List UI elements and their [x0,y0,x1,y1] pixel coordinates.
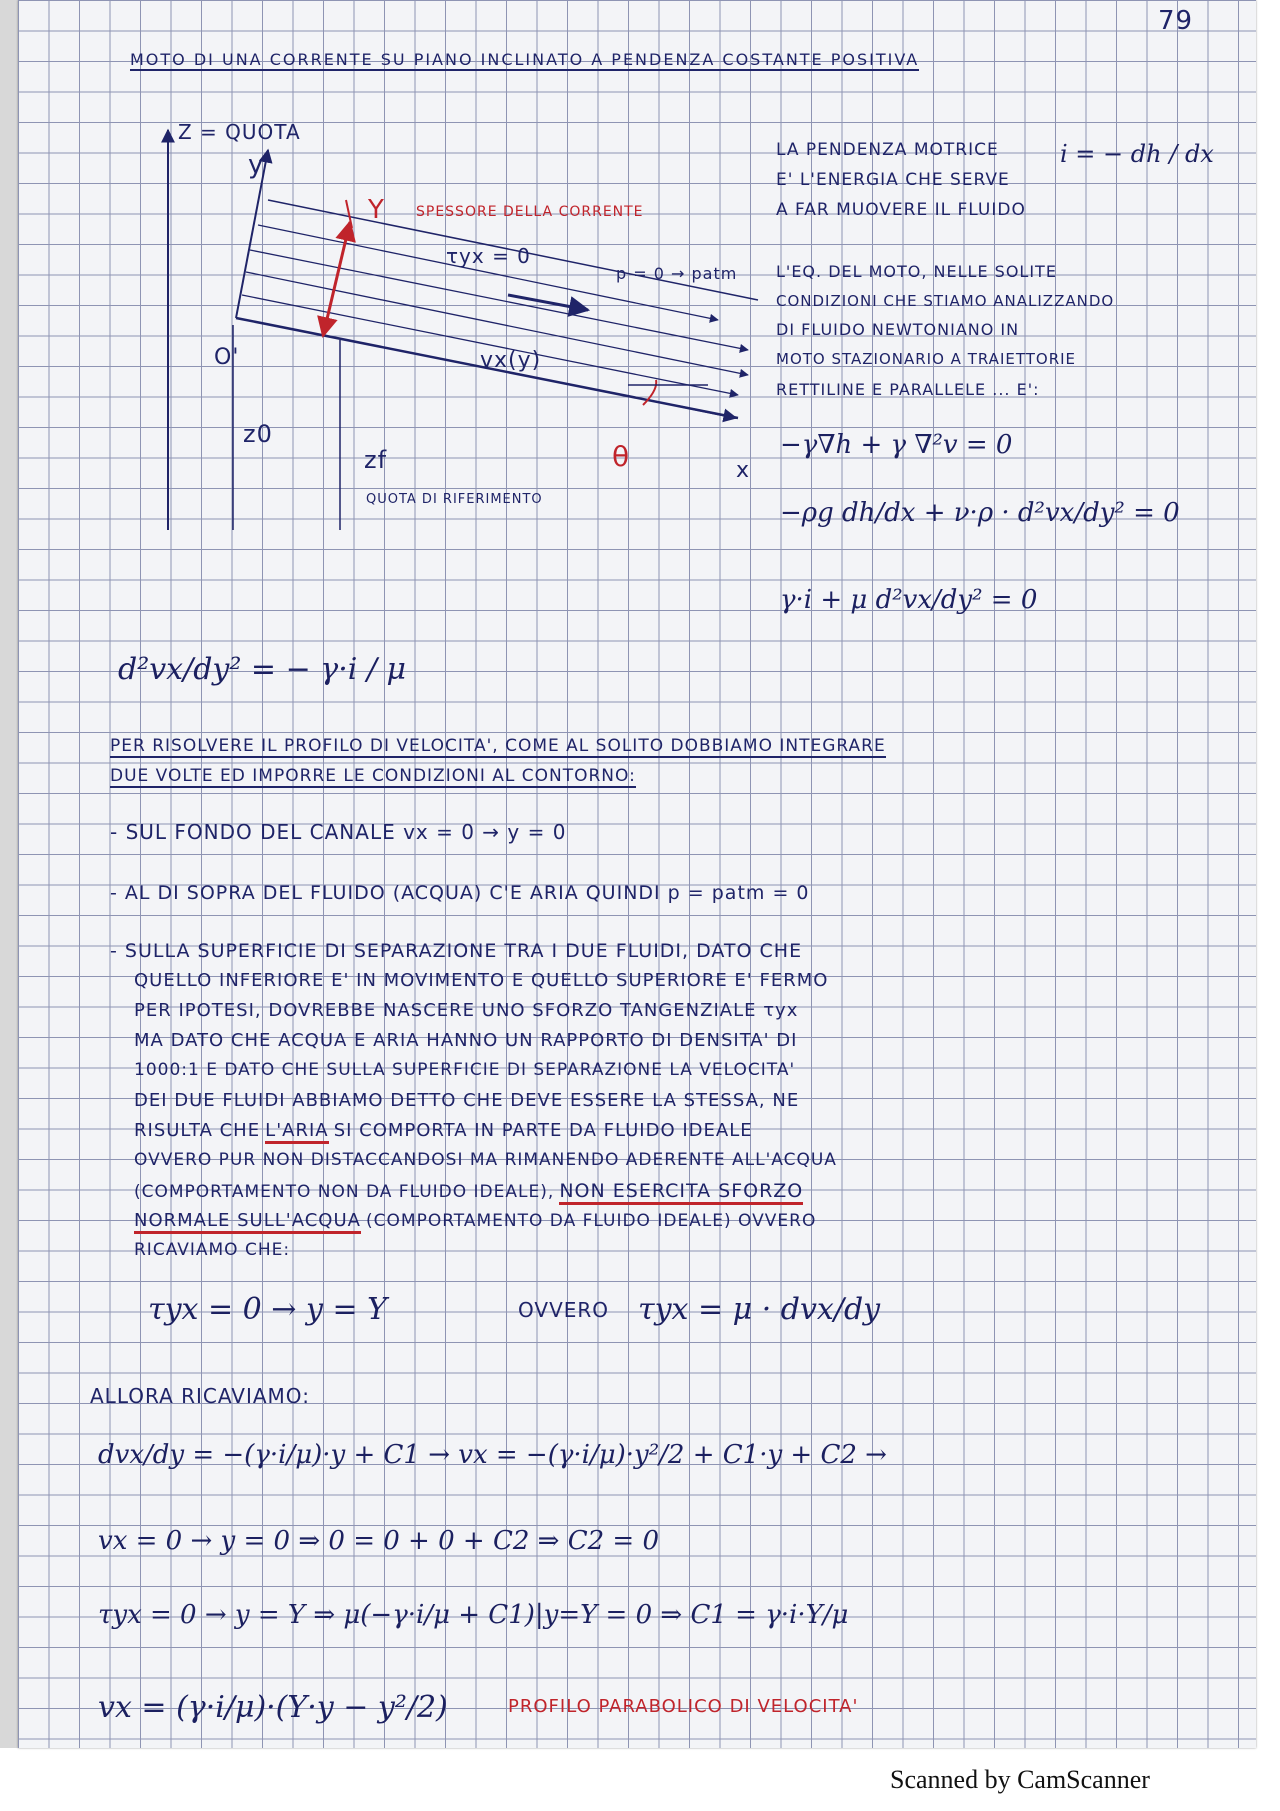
highlight-aria: L'ARIA [265,1120,328,1144]
page-title: MOTO DI UNA CORRENTE SU PIANO INCLINATO A PENDENZA COSTANTE POSITIVA [130,50,920,69]
bullet-1: - SUL FONDO DEL CANALE vx = 0 → y = 0 [110,820,567,844]
zf-label: zf [364,446,388,474]
integration-equation: dvx/dy = −(γ·i/μ)·y + C1 → vx = −(γ·i/μ)·y²/2 + C1·y + C2 → [98,1440,887,1470]
motion-equation-1: −γ∇h + γ ∇²v = 0 [780,430,1013,460]
angle-label: θ [612,440,631,473]
thickness-label: SPESSORE DELLA CORRENTE [416,204,644,220]
z0-label: z0 [243,420,273,448]
highlight-normal-stress: NORMALE SULL'ACQUA [134,1210,361,1234]
x-axis [678,406,736,418]
velocity-label: vx(y) [480,348,542,373]
page-number: 79 [1158,6,1194,36]
profile-note: PROFILO PARABOLICO DI VELOCITA' [508,1696,859,1717]
motion-text-5: RETTILINE E PARALLELE ... E': [776,380,1040,399]
bullet-3-line-2: QUELLO INFERIORE E' IN MOVIMENTO E QUELLO SUPERIORE E' FERMO [134,970,829,991]
bullet-3-line-5: 1000:1 E DATO CHE SULLA SUPERFICIE DI SEPARAZIONE LA VELOCITA' [134,1060,796,1080]
bullet-2: - AL DI SOPRA DEL FLUIDO (ACQUA) C'E ARIA QUINDI p = patm = 0 [110,882,810,904]
slope-formula: i = − dh / dx [1060,140,1214,168]
motion-text-1: L'EQ. DEL MOTO, NELLE SOLITE [776,262,1057,281]
boundary-condition-2: τyx = 0 → y = Y ⇒ μ(−γ·i/μ + C1)|y=Y = 0 ⇒ C1 = γ·i·Y/μ [98,1600,849,1630]
bullet-3-line-7-start: RISULTA CHE [134,1120,261,1141]
y-axis-label: y [248,150,265,180]
bullet-3-line-10-end: (COMPORTAMENTO DA FLUIDO IDEALE) OVVERO [366,1211,817,1231]
thickness-symbol: Y [368,195,385,225]
highlight-no-stress: NON ESERCITA SFORZO [559,1180,803,1205]
bullet-3-line-8: OVVERO PUR NON DISTACCANDOSI MA RIMANENDO ADERENTE ALL'ACQUA [134,1150,837,1170]
bullet-3-line-10 [134,1210,816,1231]
motion-equation-3: γ·i + μ d²vx/dy² = 0 [780,585,1038,615]
main-differential-equation: d²vx/dy² = − γ·i / μ [118,652,407,687]
motion-text-3: DI FLUIDO NEWTONIANO IN [776,320,1020,339]
bullet-3-line-3: PER IPOTESI, DOVREBBE NASCERE UNO SFORZO TANGENZIALE τyx [134,1000,799,1021]
shear-boundary-condition: τyx = 0 → y = Y [148,1292,387,1327]
bullet-3-line-6: DEI DUE FLUIDI ABBIAMO DETTO CHE DEVE ESSERE LA STESSA, NE [134,1090,800,1111]
shear-definition: τyx = μ · dvx/dy [638,1292,881,1327]
bullet-3-line-11: RICAVIAMO CHE: [134,1240,291,1260]
allora-text: ALLORA RICAVIAMO: [90,1384,310,1408]
boundary-condition-1: vx = 0 → y = 0 ⇒ 0 = 0 + 0 + C2 ⇒ C2 = 0 [98,1526,659,1556]
bullet-3-line-4: MA DATO CHE ACQUA E ARIA HANNO UN RAPPORTO DI DENSITA' DI [134,1030,798,1051]
bullet-3-line-9-start: (COMPORTAMENTO NON DA FLUIDO IDEALE), [134,1182,555,1202]
slope-text-2: E' L'ENERGIA CHE SERVE [776,170,1010,190]
scanner-watermark: Scanned by CamScanner [890,1765,1150,1794]
pressure-label: p = 0 → patm [616,264,738,283]
motion-equation-2: −ρg dh/dx + ν·ρ · d²vx/dy² = 0 [780,498,1180,528]
origin-label: O' [214,345,240,370]
shear-label: τyx = 0 [446,244,531,268]
paragraph-line-2: DUE VOLTE ED IMPORRE LE CONDIZIONI AL CONTORNO: [110,766,636,786]
x-axis-label: x [736,458,751,483]
motion-text-2: CONDIZIONI CHE STIAMO ANALIZZANDO [776,292,1115,310]
bullet-3-line-1: - SULLA SUPERFICIE DI SEPARAZIONE TRA I DUE FLUIDI, DATO CHE [110,940,803,962]
slope-text-3: A FAR MUOVERE IL FLUIDO [776,200,1026,220]
scan-edge-shadow [0,0,18,1748]
velocity-arrow [508,295,588,310]
streamline [242,295,738,395]
z-axis-label: Z = QUOTA [178,120,301,144]
reference-label: QUOTA DI RIFERIMENTO [366,492,543,507]
velocity-profile-equation: vx = (γ·i/μ)·(Y·y − y²/2) [98,1690,448,1725]
ovvero-text: OVVERO [518,1298,610,1322]
slope-text-1: LA PENDENZA MOTRICE [776,140,999,160]
bullet-3-line-7-end: SI COMPORTA IN PARTE DA FLUIDO IDEALE [333,1120,753,1141]
bullet-3-line-7 [134,1120,753,1141]
paragraph-line-1: PER RISOLVERE IL PROFILO DI VELOCITA', COME AL SOLITO DOBBIAMO INTEGRARE [110,736,886,756]
notebook-page [18,0,1256,1748]
bullet-3-line-9 [134,1180,803,1202]
motion-text-4: MOTO STAZIONARIO A TRAIETTORIE [776,350,1077,368]
